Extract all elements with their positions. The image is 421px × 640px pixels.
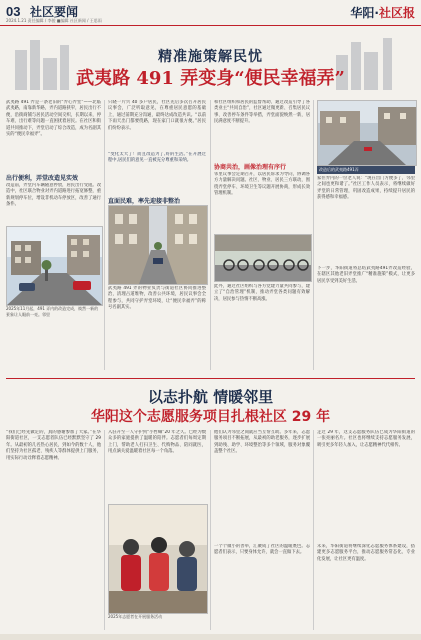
story2-photo-volunteers bbox=[108, 504, 208, 614]
story2-col4-text: 走过 29 年，这支志愿服务队伍已成为华阳街道的一张亮丽名片。社区也将继续支持志愿服务发展，吸引更多年轻人加入，让志愿精神代代相传。 bbox=[317, 430, 415, 448]
brand-logo: 华阳·社区报 bbox=[350, 6, 415, 20]
story1-col1-text: 武夷路 491 弄是一条老旧的“弄心弄堂”——北临武夷路，南靠新华路，弄内道路狭窄，居民出行不便，沿街商铺与居民活动空间交织，长期以来，停车难、出行难等问题一直困扰着居民。在社区和街道共同推动下，弄堂启动了综合改造，成为名副其实的“便民幸福弄”。 bbox=[6, 100, 101, 138]
story1-col2-text: 只晓一片兴 40 多户居民，社区先后多次召开居民议事会，广泛听取意见，在尊重居民意愿的基础上，通过前期充分沟通，最终达成改造共识。“以前下雨天出门都要绕路，现在家门口就很方便。”居民们纷纷表示。 bbox=[108, 100, 206, 131]
story1-photo-lane bbox=[108, 205, 208, 285]
page-footer-bar bbox=[0, 634, 421, 640]
page-meta: 2024.1.21 责任编辑 / 李骏 ■编辑 社区新闻 / 王思雨 bbox=[6, 18, 102, 23]
story1-photo-street bbox=[6, 226, 103, 306]
story1-subhead1: 出行便利，弄堂改造见实效 bbox=[6, 175, 79, 182]
story-divider bbox=[6, 378, 415, 379]
story2-headline-line1: 以志扑航 情暖邻里 bbox=[147, 388, 274, 406]
story1-quote: “变化太大了！而且改造为了,好的生活。”在开展过程中,居民们的意见一直被充分尊重和采纳。 bbox=[108, 152, 206, 164]
page-number: 03 bbox=[6, 4, 21, 19]
story1-subhead2: 直面民难，率先迎接非整治 bbox=[108, 198, 181, 205]
story1-col2b-text: 武夷路 491 弄的物业负责与街道社区协同推进整治，清理占道堆物，改善公共环境，居民议事会全程参与，共同守护弄堂环境，让“便民幸福弄”的称号名副其实。 bbox=[108, 286, 206, 311]
story1-photo3-caption: 改造后的武夷路491弄 bbox=[317, 166, 415, 174]
column-divider bbox=[104, 430, 105, 630]
column-divider bbox=[210, 100, 211, 370]
story1-photo1-caption: 2025年11月起，491 弄内的改造完成，焕然一新的景象让人眼前一亮。邻里 bbox=[6, 306, 99, 317]
story1-headline-line2: 武夷路 491 弄变身“便民幸福弄” bbox=[76, 68, 345, 89]
column-divider bbox=[104, 100, 105, 370]
story1-photo-bikes bbox=[214, 234, 312, 282]
story1-col4b-text: 下一步，华阳街道将总结武夷路491弄改造经验，在辖区其他老旧弄堂推广“精准施策”模式，让更多居民享受到美好生活。 bbox=[317, 266, 415, 284]
story2-col4b-text: 未来，华阳街道将继续深化志愿服务体系建设，搭建更多志愿服务平台，推动志愿服务常态化、专业化发展，让社区更有温度。 bbox=[317, 544, 415, 562]
story2-col3b-text: 一个个微小的善举，汇聚成了社区的温暖底色。志愿者们表示，只要身体允许，就会一直做下去。 bbox=[214, 544, 310, 556]
story1-col3-text: 和社区组织和居民的监督帮助、通过改造引导了各类业主“共同自治”，社区通过微更新、召集居民议事、改善停车条件等举措，弄堂面貌焕然一新，居民满意度不断提升。 bbox=[214, 100, 310, 125]
story2-col2-text: 入驻开至一人守护到“小哲嘛”20 年之久。已经为数众多的家庭提供了温暖的陪伴。志愿者们每周定期上门，帮助老人打扫卫生、代购物品、陪同就医，用点滴关爱温暖着社区每一个角落。 bbox=[108, 430, 206, 455]
column-divider bbox=[313, 430, 314, 630]
page-header bbox=[0, 0, 421, 26]
story1-col1b-text: 改造前，弄堂内车辆随意停放，居民出行受阻。改造中，社区联合物业对弄内道路进行拓宽修整，重新规划停车位，增设非机动车停放区，改善了通行条件。 bbox=[6, 183, 101, 208]
story1-subhead3: 协商共治，画像治理有序行 bbox=[214, 164, 287, 171]
story2-photo-caption: 2025年志愿者在开展服务活动 bbox=[108, 614, 163, 619]
section-title: 社区要闻 bbox=[30, 5, 79, 19]
column-divider bbox=[313, 100, 314, 370]
story1-photo-after bbox=[317, 100, 417, 166]
story2-col1-text: “我们已经先做定的，真的感谢参加了大家。”在华阳街道社区，一支志愿者队伍已经默默坚守了 29 年。从最初的几名热心居民，到如今的数十人，他们坚持为社区孤老、残疾人等群体提供上门服务，用实际行动诠释着志愿精神。 bbox=[6, 430, 101, 461]
story1-col4-text: 家住弄内的一位老人说：“现在出门方便多了，邻里之间也更和谐了。”社区工作人员表示，将继续做好弄堂的日常管理，巩固改造成果，持续提升居民的获得感和幸福感。 bbox=[317, 176, 415, 201]
story1-headline-line1: 精准施策解民忧 bbox=[158, 49, 263, 65]
story2-col3-text: 他们认为邻里之间就应当互帮互助。多年来，志愿服务项目不断拓展，从最初的助老服务，逐步扩展到助残、助学、环境整治等多个领域，服务对象覆盖整个社区。 bbox=[214, 430, 310, 455]
story2-headline-line2: 华阳这个志愿服务项目扎根社区 29 年 bbox=[90, 409, 331, 425]
header-rule bbox=[0, 25, 421, 26]
story1-col3b-text: 邻里议事会定期召开，以居民诉求为导向，协调各方力量解决问题。社区、物业、居民三方联动，围绕弄堂停车、环境卫生等议题开展协商，形成长效管理机制。 bbox=[214, 172, 310, 197]
column-divider bbox=[210, 430, 211, 630]
story1-col3c-text: 此外，通过社区组织与各方党建力量共同参与，建立了“自治管理”机制，推动弄堂各类问题有效解决，居民参与热情不断高涨。 bbox=[214, 284, 310, 302]
